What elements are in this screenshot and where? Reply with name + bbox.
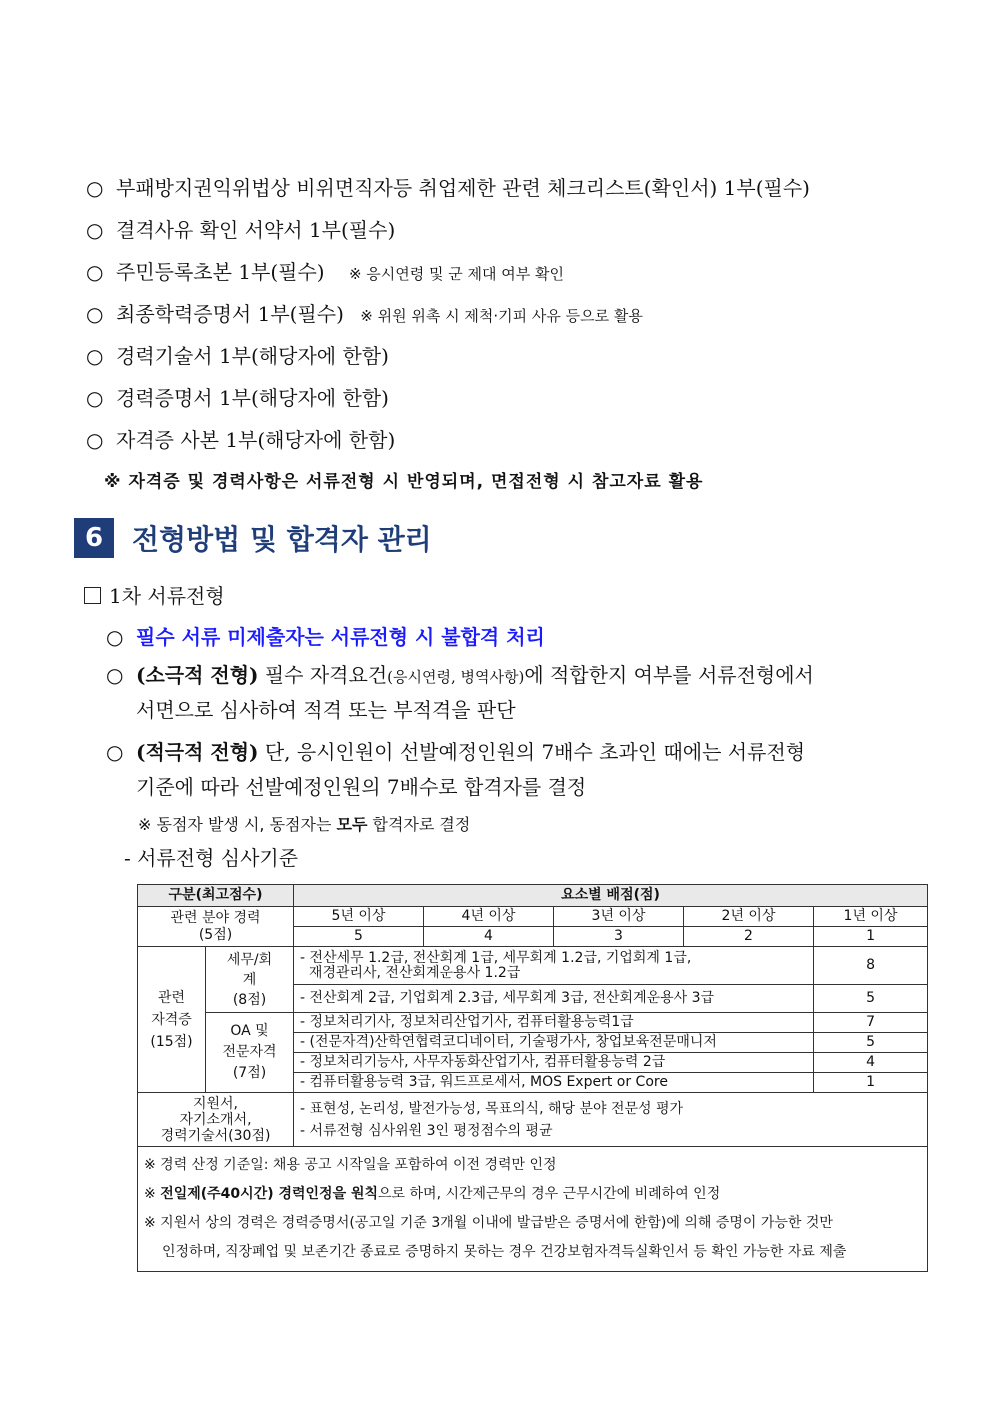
career-label: 관련 분야 경력 (5점)	[138, 907, 294, 947]
career-score: 1	[814, 927, 928, 947]
footnote: ※ 지원서 상의 경력은 경력증명서(공고일 기준 3개월 이내에 발급받은 증명서에 한함)에 의해 증명이 가능한 것만	[144, 1215, 833, 1231]
tie-note-bold: 모두	[336, 815, 368, 834]
tax-criteria: - 전산세무 1.2급, 전산회계 1급, 세무회계 1.2급, 기업회계 1급, 재경관리사, 전산회계운용사 1.2급	[294, 947, 814, 985]
doc-item-text: 경력기술서 1부(해당자에 한함)	[116, 344, 389, 368]
tie-note-text: 합격자로 결정	[367, 815, 471, 834]
footnote	[144, 1180, 921, 1209]
bullet: ○	[86, 344, 104, 368]
footnote-text: 으로 하며, 시간제근무의 경우 근무시간에 비례하여 인정	[378, 1186, 721, 1202]
bullet: ○	[86, 260, 104, 284]
tax-label: 세무/회 계 (8점)	[206, 947, 294, 1013]
criteria-label: - 서류전형 심사기준	[124, 846, 299, 870]
career-level: 2년 이상	[684, 907, 814, 927]
criteria-table	[137, 884, 928, 1272]
doc-item	[86, 256, 564, 285]
doc-item-text: 결격사유 확인 서약서 1부(필수)	[116, 218, 396, 242]
header-points: 요소별 배점(점)	[294, 885, 928, 907]
footnote: ※ 경력 산정 기준일: 채용 공고 시작일을 포함하여 이전 경력만 인정	[144, 1157, 557, 1173]
footnote: 인정하며, 직장폐업 및 보존기간 종료로 증명하지 못하는 경우 건강보험자격득실확인서 등 확인 가능한 자료 제출	[162, 1244, 847, 1260]
career-score: 2	[684, 927, 814, 947]
criteria-small-text: (응시연령, 병역사항)	[387, 668, 525, 686]
cert-label: 관련 자격증 (15점)	[138, 947, 206, 1093]
criteria-item: ○ (적극적 전형) 단, 응시인원이 선발예정인원의 7배수 초과인 때에는 서류전형	[106, 740, 806, 764]
footnote-bold: 전일제(주40시간) 경력인정을 원칙	[160, 1186, 379, 1202]
header-category: 구분(최고점수)	[138, 885, 294, 907]
tax-score: 8	[814, 947, 928, 985]
doc-item-note: ※ 응시연령 및 군 제대 여부 확인	[348, 265, 564, 283]
application-criteria: - 표현성, 논리성, 발전가능성, 목표의식, 해당 분야 전문성 평가 - 서류전형 심사위원 3인 평정점수의 평균	[294, 1093, 928, 1147]
criteria-label: (소극적 전형)	[136, 663, 259, 687]
doc-item-note: ※ 위원 위촉 시 제척·기피 사유 등으로 활용	[360, 307, 643, 325]
tax-score: 5	[814, 985, 928, 1013]
career-score: 3	[554, 927, 684, 947]
doc-item	[86, 340, 389, 369]
bullet: ○	[86, 302, 104, 326]
table-footnotes	[138, 1147, 928, 1272]
oa-score: 4	[814, 1053, 928, 1073]
application-label: 지원서, 자기소개서, 경력기술서(30점)	[138, 1093, 294, 1147]
oa-score: 1	[814, 1073, 928, 1093]
career-level: 5년 이상	[294, 907, 424, 927]
stage-heading-text: 1차 서류전형	[109, 584, 225, 608]
doc-item-text: 자격증 사본 1부(해당자에 한함)	[116, 428, 396, 452]
criteria-text: 단, 응시인원이 선발예정인원의 7배수 초과인 때에는 서류전형	[258, 740, 806, 764]
criteria-item: ○ 필수 서류 미제출자는 서류전형 시 불합격 처리	[106, 625, 545, 649]
career-level: 1년 이상	[814, 907, 928, 927]
doc-item	[86, 214, 395, 243]
doc-item	[86, 424, 395, 453]
doc-item	[86, 172, 810, 201]
tie-note	[138, 812, 470, 835]
bullet: ○	[86, 386, 104, 410]
docs-footnote: ※ 자격증 및 경력사항은 서류전형 시 반영되며, 면접전형 시 참고자료 활용	[104, 472, 704, 492]
bullet: ○	[86, 176, 104, 200]
bullet: ○	[86, 428, 104, 452]
doc-item-text: 최종학력증명서 1부(필수)	[116, 302, 344, 326]
oa-score: 5	[814, 1033, 928, 1053]
oa-criteria: - 정보처리기능사, 사무자동화산업기사, 컴퓨터활용능력 2급	[294, 1053, 814, 1073]
criteria-item-text: 필수 서류 미제출자는 서류전형 시 불합격 처리	[136, 625, 545, 649]
checkbox-icon	[84, 587, 101, 604]
section-title: 전형방법 및 합격자 관리	[132, 523, 432, 556]
doc-item-text: 경력증명서 1부(해당자에 한함)	[116, 386, 389, 410]
doc-item	[86, 298, 643, 327]
oa-criteria: - 정보처리기사, 정보처리산업기사, 컴퓨터활용능력1급	[294, 1013, 814, 1033]
stage-heading	[84, 580, 225, 609]
bullet: ○	[86, 218, 104, 242]
doc-item	[86, 382, 389, 411]
career-level: 4년 이상	[424, 907, 554, 927]
doc-item-text: 부패방지권익위법상 비위면직자등 취업제한 관련 체크리스트(확인서) 1부(필수)	[116, 176, 810, 200]
criteria-line2: 기준에 따라 선발예정인원의 7배수로 합격자를 결정	[136, 775, 587, 799]
career-level: 3년 이상	[554, 907, 684, 927]
criteria-text: 에 적합한지 여부를 서류전형에서	[524, 663, 814, 687]
career-score: 5	[294, 927, 424, 947]
criteria-text: 필수 자격요건	[258, 663, 388, 687]
tie-note-text: ※ 동점자 발생 시, 동점자는	[138, 815, 337, 834]
oa-label: OA 및 전문자격 (7점)	[206, 1013, 294, 1093]
oa-criteria: - (전문자격)산학연협력코디네이터, 기술평가사, 창업보육전문매니저	[294, 1033, 814, 1053]
oa-criteria: - 컴퓨터활용능력 3급, 워드프로세서, MOS Expert or Core	[294, 1073, 814, 1093]
tax-criteria: - 전산회계 2급, 기업회계 2.3급, 세무회계 3급, 전산회계운용사 3급	[294, 985, 814, 1013]
section-number: 6	[74, 518, 114, 558]
doc-item-text: 주민등록초본 1부(필수)	[116, 260, 325, 284]
career-score: 4	[424, 927, 554, 947]
criteria-line2: 서면으로 심사하여 적격 또는 부적격을 판단	[136, 698, 516, 722]
criteria-label: (적극적 전형)	[136, 740, 259, 764]
section-header	[74, 518, 432, 558]
criteria-item: ○ (소극적 전형) 필수 자격요건(응시연령, 병역사항)에 적합한지 여부를 서류전형에서	[106, 663, 814, 687]
footnote-mark: ※	[144, 1186, 161, 1202]
oa-score: 7	[814, 1013, 928, 1033]
